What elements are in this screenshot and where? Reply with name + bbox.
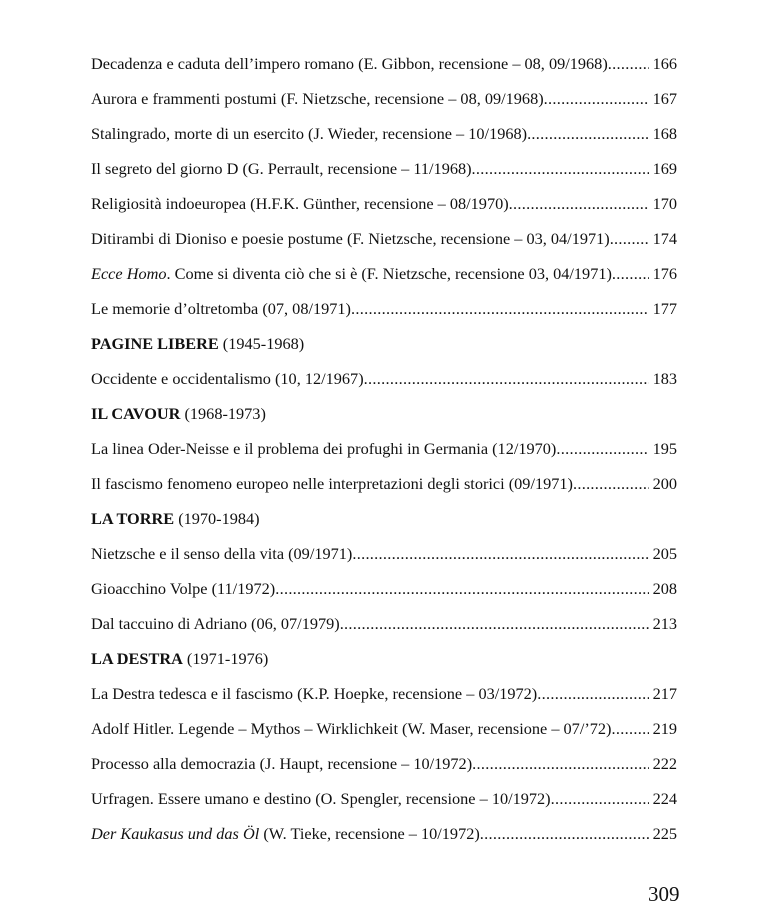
toc-entry-title: Ecce Homo. Come si diventa ciò che si è (F. Nietzsche, recensione 03, 04/1971) ..... bbox=[91, 260, 649, 288]
toc-entry-page: 174 bbox=[652, 229, 677, 248]
toc-entry-page: 170 bbox=[652, 194, 677, 213]
toc-entry[interactable] bbox=[91, 260, 677, 295]
toc-entry-page: 217 bbox=[652, 684, 677, 703]
toc-entry[interactable] bbox=[91, 575, 677, 610]
toc-entry-page: 169 bbox=[652, 159, 677, 178]
section-years: (1945-1968) bbox=[222, 334, 305, 353]
toc-entry-title: Aurora e frammenti postumi (F. Nietzsche, recensione – 08, 09/1968) ..... bbox=[91, 85, 649, 113]
toc-entry-title: Le memorie d’oltretomba (07, 08/1971) ..... bbox=[91, 295, 649, 323]
section-name: LA DESTRA bbox=[91, 649, 183, 668]
toc-entry[interactable] bbox=[91, 435, 677, 470]
toc-entry[interactable] bbox=[91, 365, 677, 400]
toc-entry-title: Occidente e occidentalismo (10, 12/1967) ..... bbox=[91, 365, 649, 393]
toc-entry-title: La Destra tedesca e il fascismo (K.P. Hoepke, recensione – 03/1972) ..... bbox=[91, 680, 649, 708]
toc-entry-title: Il fascismo fenomeno europeo nelle interpretazioni degli storici (09/1971) ..... bbox=[91, 470, 649, 498]
toc-entry-page: 208 bbox=[652, 579, 677, 598]
toc-entry[interactable] bbox=[91, 820, 677, 855]
toc-entry[interactable] bbox=[91, 750, 677, 785]
toc-entry-page: 167 bbox=[652, 89, 677, 108]
toc-entry-title: Der Kaukasus und das Öl (W. Tieke, recensione – 10/1972) ..... bbox=[91, 820, 649, 848]
toc-entry-page: 176 bbox=[652, 264, 677, 283]
toc-entry-title: Dal taccuino di Adriano (06, 07/1979) ..... bbox=[91, 610, 649, 638]
toc-entry-title: Religiosità indoeuropea (H.F.K. Günther, recensione – 08/1970) ..... bbox=[91, 190, 649, 218]
toc-section-heading bbox=[91, 330, 677, 365]
toc-entry-page: 166 bbox=[652, 54, 677, 73]
table-of-contents bbox=[91, 50, 677, 855]
toc-entry-title: Adolf Hitler. Legende – Mythos – Wirklichkeit (W. Maser, recensione – 07/’72) ..... bbox=[91, 715, 649, 743]
page-number: 309 bbox=[648, 882, 680, 906]
toc-entry-title: Stalingrado, morte di un esercito (J. Wieder, recensione – 10/1968) ..... bbox=[91, 120, 649, 148]
toc-entry-title: Ditirambi di Dioniso e poesie postume (F. Nietzsche, recensione – 03, 04/1971) ..... bbox=[91, 225, 649, 253]
toc-entry-page: 183 bbox=[652, 369, 677, 388]
toc-entry-title: La linea Oder-Neisse e il problema dei profughi in Germania (12/1970) ..... bbox=[91, 435, 649, 463]
toc-entry[interactable] bbox=[91, 610, 677, 645]
toc-entry[interactable] bbox=[91, 120, 677, 155]
toc-entry-title: Nietzsche e il senso della vita (09/1971) ..... bbox=[91, 540, 649, 568]
section-name: PAGINE LIBERE bbox=[91, 334, 219, 353]
toc-entry[interactable] bbox=[91, 680, 677, 715]
toc-entry[interactable] bbox=[91, 155, 677, 190]
toc-entry[interactable] bbox=[91, 50, 677, 85]
toc-entry-title: Gioacchino Volpe (11/1972) ..... bbox=[91, 575, 649, 603]
toc-entry[interactable] bbox=[91, 540, 677, 575]
toc-entry[interactable] bbox=[91, 785, 677, 820]
toc-entry-title: Processo alla democrazia (J. Haupt, recensione – 10/1972) ..... bbox=[91, 750, 649, 778]
toc-entry-title: Urfragen. Essere umano e destino (O. Spengler, recensione – 10/1972) ..... bbox=[91, 785, 649, 813]
toc-entry[interactable] bbox=[91, 225, 677, 260]
toc-entry[interactable] bbox=[91, 295, 677, 330]
section-years: (1971-1976) bbox=[186, 649, 269, 668]
toc-entry-page: 225 bbox=[652, 824, 677, 843]
toc-entry-title: Il segreto del giorno D (G. Perrault, recensione – 11/1968) ..... bbox=[91, 155, 649, 183]
toc-entry[interactable] bbox=[91, 85, 677, 120]
toc-entry-page: 222 bbox=[652, 754, 677, 773]
toc-entry-title: Decadenza e caduta dell’impero romano (E. Gibbon, recensione – 08, 09/1968) ..... bbox=[91, 50, 649, 78]
toc-entry[interactable] bbox=[91, 715, 677, 750]
toc-entry-page: 213 bbox=[652, 614, 677, 633]
section-name: IL CAVOUR bbox=[91, 404, 181, 423]
section-years: (1968-1973) bbox=[184, 404, 266, 423]
toc-entry-page: 224 bbox=[652, 789, 677, 808]
section-name: LA TORRE bbox=[91, 509, 175, 528]
toc-entry[interactable] bbox=[91, 190, 677, 225]
section-years: (1970-1984) bbox=[178, 509, 260, 528]
toc-entry-page: 177 bbox=[652, 299, 677, 318]
toc-section-heading bbox=[91, 400, 677, 435]
toc-entry-page: 219 bbox=[652, 719, 677, 738]
toc-entry-page: 195 bbox=[652, 439, 677, 458]
toc-section-heading bbox=[91, 505, 677, 540]
toc-section-heading bbox=[91, 645, 677, 680]
toc-entry-page: 200 bbox=[652, 474, 677, 493]
toc-entry[interactable] bbox=[91, 470, 677, 505]
toc-entry-page: 205 bbox=[652, 544, 677, 563]
toc-entry-page: 168 bbox=[652, 124, 677, 143]
